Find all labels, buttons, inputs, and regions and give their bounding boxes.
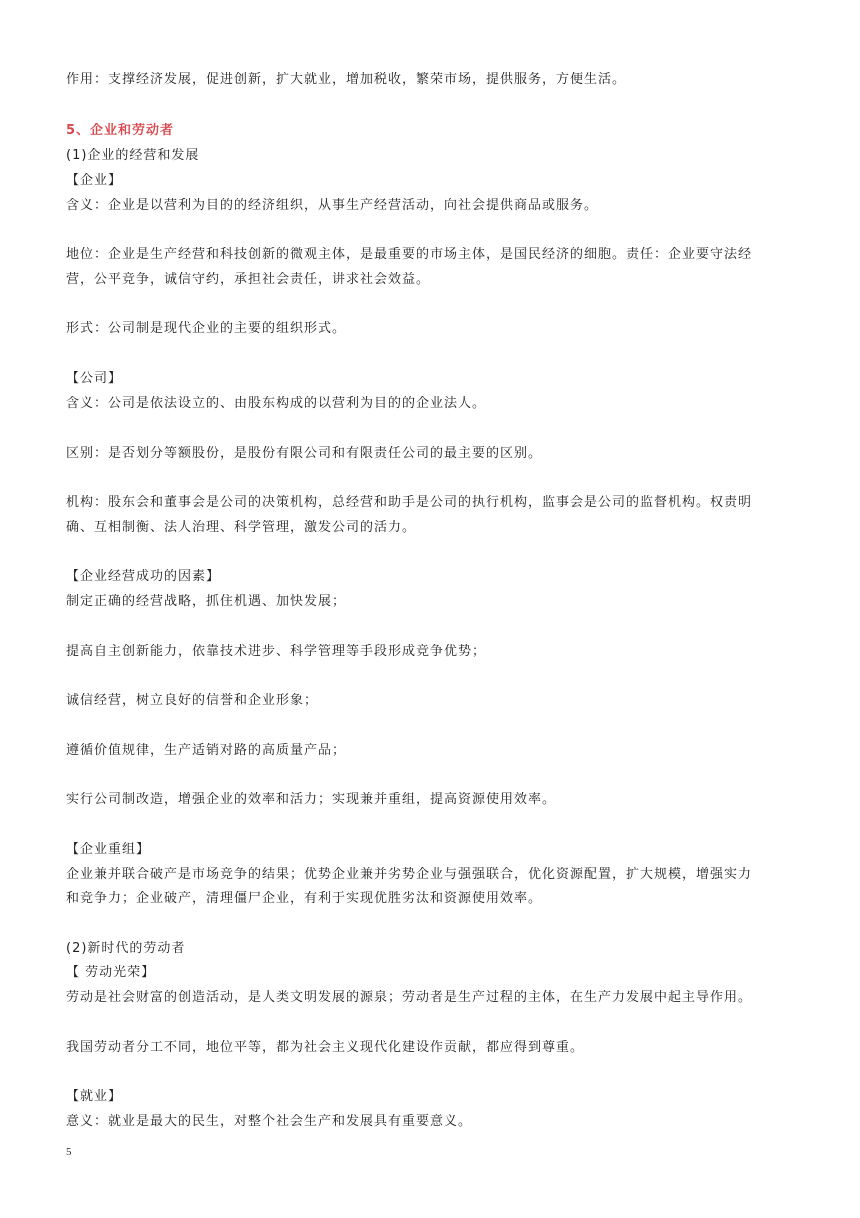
text-line: 我国劳动者分工不同，地位平等，都为社会主义现代化建设作贡献，都应得到尊重。 bbox=[66, 1040, 585, 1055]
topic-label: 【企业】 bbox=[66, 173, 123, 188]
topic-label: 【企业经营成功的因素】 bbox=[66, 569, 221, 584]
text-line: 作用：支撑经济发展，促进创新，扩大就业，增加税收，繁荣市场，提供服务，方便生活。 bbox=[66, 72, 627, 87]
topic-label: 【企业重组】 bbox=[66, 842, 151, 857]
text-line: 含义：公司是依法设立的、由股东构成的以营利为目的的企业法人。 bbox=[66, 396, 487, 411]
topic-label: 【就业】 bbox=[66, 1089, 123, 1104]
text-line: 劳动是社会财富的创造活动，是人类文明发展的源泉；劳动者是生产过程的主体，在生产力发展中起主导作用。 bbox=[66, 990, 753, 1005]
subsection-heading: (1)企业的经营和发展 bbox=[66, 148, 200, 163]
text-line: 意义：就业是最大的民生，对整个社会生产和发展具有重要意义。 bbox=[66, 1114, 473, 1129]
topic-label: 【 劳动光荣】 bbox=[66, 965, 156, 980]
text-line: 机构：股东会和董事会是公司的决策机构，总经营和助手是公司的执行机构，监事会是公司的监督机构。权责明 bbox=[66, 495, 753, 510]
text-line: 诚信经营，树立良好的信誉和企业形象； bbox=[66, 693, 319, 708]
text-line: 和竞争力；企业破产，清理僵尸企业，有利于实现优胜劣汰和资源使用效率。 bbox=[66, 891, 543, 906]
section-heading: 5、企业和劳动者 bbox=[66, 123, 175, 138]
topic-label: 【公司】 bbox=[66, 371, 123, 386]
text-line: 提高自主创新能力，依靠技术进步、科学管理等手段形成竞争优势； bbox=[66, 644, 487, 659]
subsection-heading: (2)新时代的劳动者 bbox=[66, 941, 186, 956]
text-line: 形式：公司制是现代企业的主要的组织形式。 bbox=[66, 321, 347, 336]
text-line: 区别：是否划分等额股份，是股份有限公司和有限责任公司的最主要的区别。 bbox=[66, 446, 543, 461]
text-line: 地位：企业是生产经营和科技创新的微观主体，是最重要的市场主体，是国民经济的细胞。责任：企业要守法经 bbox=[66, 247, 753, 262]
text-line: 企业兼并联合破产是市场竞争的结果；优势企业兼并劣势企业与强强联合，优化资源配置，扩大规模，增强实力 bbox=[66, 867, 753, 882]
text-line: 制定正确的经营战略，抓住机遇、加快发展； bbox=[66, 594, 347, 609]
text-line: 遵循价值规律，生产适销对路的高质量产品； bbox=[66, 743, 347, 758]
text-line: 营，公平竞争，诚信守约，承担社会责任，讲求社会效益。 bbox=[66, 272, 431, 287]
text-line: 确、互相制衡、法人治理、科学管理，激发公司的活力。 bbox=[66, 520, 417, 535]
page-number: 5 bbox=[66, 1146, 72, 1158]
text-line: 含义：企业是以营利为目的的经济组织，从事生产经营活动，向社会提供商品或服务。 bbox=[66, 198, 599, 213]
text-line: 实行公司制改造，增强企业的效率和活力；实现兼并重组，提高资源使用效率。 bbox=[66, 792, 557, 807]
